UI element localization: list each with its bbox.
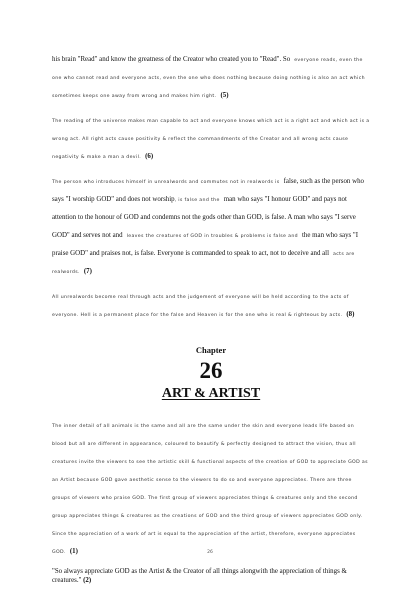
- chapter-quote-reference: (2): [83, 576, 92, 584]
- chapter-quote: [52, 568, 370, 585]
- paragraph-3-text-a: The person who introduces himself in unrealwords and commutes not in realwords is: [52, 180, 280, 185]
- paragraph-3-text-c: , is false and the: [174, 198, 220, 203]
- paragraph-3-text-f: the man who says "I praise GOD" and praises not, is false. Everyone is commanded to speak to act, not to deceive and all: [52, 232, 359, 257]
- paragraph-1-reference: (5): [220, 92, 229, 99]
- chapter-paragraph-1-reference: (1): [69, 548, 78, 555]
- paragraph-2-reference: (6): [145, 153, 154, 160]
- paragraph-4-text: All unrealwords become real through acts and the judgement of everyone will be held according to the acts of everyone. Hell is a permanent place for the false and Heaven is for the one who is real & righteous by acts.: [52, 295, 349, 318]
- paragraph-2-text: The reading of the universe makes man capable to act and everyone knows which act is a right act and which act is a wrong act. All right acts cause positivity & reflect the commandments of the Creator and all wrong acts cause negativity & make a man a devil.: [52, 119, 370, 160]
- paragraph-3-text-b: false, such as the person who says "I worship GOD" and does not worship: [52, 178, 364, 203]
- paragraph-1-serif-text: his brain "Read" and know the greatness of the Creator who created you to "Read". So: [52, 56, 291, 63]
- paragraph-1-body-text: everyone reads, even the one who cannot read and everyone acts, even the one who does nothing because doing nothing is also an act which sometimes keeps one away from wrong and makes him right.: [52, 58, 365, 99]
- paragraph-3-text-d: man who says "I honour GOD" and pays not attention to the honour of GOD and condemns not the gods other than GOD, is false. A man who says "I serve GOD" and serves not and: [52, 196, 356, 239]
- chapter-number: 26: [199, 358, 223, 383]
- paragraph-3: [52, 170, 370, 278]
- page-number: 26: [207, 550, 213, 555]
- page-content: [52, 48, 370, 592]
- chapter-paragraph-1-text: The inner detail of all animals is the same and all are the same under the skin and everyone leads life based on blood but all are different in appearance, coloured to beautify & perfectly designed to attract the vision, thus all creatures invite the viewers to see the artistic skill & functional aspects of the creation of GOD to appreciate GOD as an Artist because GOD gave aesthetic sense to the viewers to do so and everyone appreciates. There are three groups of viewers who praise GOD. The first group of viewers appreciates things & creatures only and the second group appreciates things & creatures as the creations of GOD and the third group of viewers appreciates GOD only. Since the appreciation of a work of art is equal to the appreciation of the artist, therefore, everyone appreciates GOD.: [52, 424, 368, 555]
- paragraph-4: [52, 285, 370, 321]
- chapter-quote-text: "So always appreciate GOD as the Artist & the Creator of all things alongwith the appreciation of things & creatures.": [52, 568, 347, 584]
- paragraph-3-reference: (7): [83, 268, 92, 275]
- paragraph-3-text-g: acts are realwords.: [52, 252, 355, 275]
- paragraph-3-text-e: leaves the creatures of GOD in troubles & problems is false and: [126, 234, 299, 239]
- paragraph-2: [52, 109, 370, 163]
- chapter-label: Chapter: [195, 345, 227, 355]
- chapter-paragraph-1: [52, 414, 370, 558]
- paragraph-1: [52, 48, 370, 102]
- chapter-title: ART & ARTIST: [161, 386, 261, 401]
- paragraph-4-reference: (8): [346, 311, 355, 318]
